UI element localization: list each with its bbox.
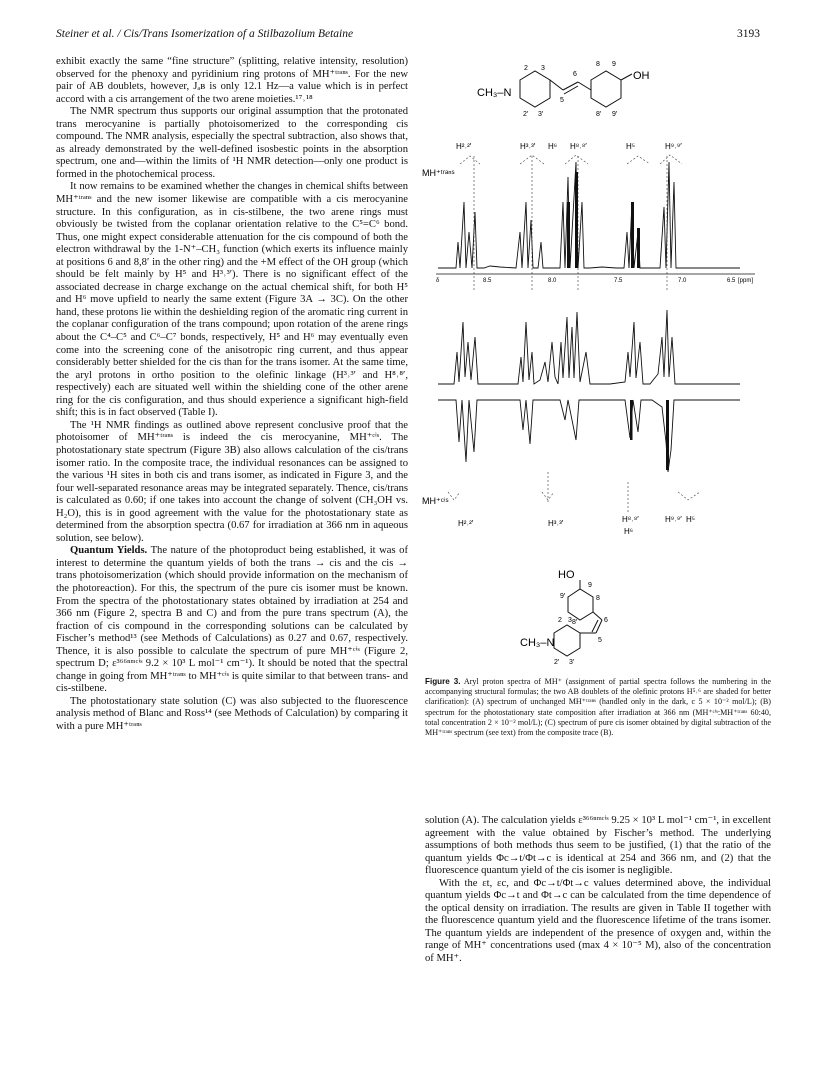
cis-num: 3 [568, 617, 572, 624]
paragraph-quantum-yields [56, 545, 408, 696]
spectrum-c-trace [438, 400, 740, 472]
trace-label-cis: MH⁺ᶜⁱˢ [422, 496, 449, 506]
trans-num: 2′ [523, 111, 529, 118]
cis-label-h33: H³˒³′ [548, 519, 564, 528]
page-number: 3193 [737, 28, 760, 40]
right-column [425, 815, 771, 966]
axis-tick-label: 7.5 [614, 278, 623, 284]
cis-shaded-peaks [630, 400, 669, 470]
paragraph: It now remains to be examined whether the changes in chemical shifts between MH⁺ᵗʳᵃⁿˢ and the new isomer likewise are compatible with a cis merocyanine structure. In this configuration, as in cis-stilbene, the two arene rings must obviously be twisted from the coplanar orientation relative to the C⁵=C⁶ bond. Thus, one might expect considerable attenuation for the cis compound of both the electron withdrawal by the 1-N⁺–CH₃ function (which exerts its influence mainly at positions 6 and 8,8′ in the other ring) and the +M effect of the OH group (which should be felt mainly by H⁵ and H³˒³′). There is no significant effect of the associated decrease in charge exchange on the actual chemical shift, for both H⁵ and H⁶ move upfield to nearly the same extent (Figure 3A → 3C). On the other hand, these protons lie within the deshielding region of the aromatic ring current in the coplanar configuration of the trans compound; upon rotation of the arene rings about the C⁴–C⁵ and C⁶–C⁷ bonds, respectively, H⁵ and H⁶ may eventually even come into the screening cone of the anisotropic ring current, and thus appear considerably better shielded for the cis than for the trans isomer. At the same time, the aryl protons in ortho position to the olefinic linkage (H³˒³′ and H⁸˒⁸′, respectively) each are situated well within the shielding cone of the other arene ring for the cis configuration, and thus should experience a significant high-field shift; this is in fact observed (Table I). [56, 181, 408, 419]
axis-unit: [ppm] [738, 278, 754, 284]
paragraph: The ¹H NMR findings as outlined above represent conclusive proof that the photoisomer of MH⁺ᵗʳᵃⁿˢ is indeed the cis merocyanine, MH⁺ᶜⁱˢ. The photostationary state spectrum (Figure 3B) also allows calculation of the cis/trans isomer ratio. In the composite trace, the individual resonances can be assigned to the various ¹H sites in both cis and trans isomer, as indicated in Figure 3, and the four well-separated resonance areas may be integrated separately. Thence, cis/trans is calculated as 0.60; if one takes into account the change of solvent (CH₃OH vs. H₂O), this is in good agreement with the value for the photostationary state as determined from the absorption spectra (0.67 for irradiation at 366 nm in aqueous solution, see below). [56, 419, 408, 544]
cis-num: 2 [558, 617, 562, 624]
trans-oh: OH [633, 70, 650, 82]
axis-tick-label: 8.0 [548, 278, 557, 284]
axis-tick-label: 6.5 [727, 278, 736, 284]
cis-num: 8′ [572, 619, 578, 626]
paragraph: The photostationary state solution (C) was also subjected to the fluorescence analysis method of Blanc and Ross¹⁴ (see Methods of Calculation) by comparing it with a pure MH⁺ᵗʳᵃⁿˢ [56, 695, 408, 732]
cis-assignment-markers [448, 472, 700, 512]
spectrum-b-trace [438, 310, 740, 384]
peak-label-h22: H²˒²′ [456, 142, 472, 151]
paragraph: solution (A). The calculation yields ε³⁶⁶ⁿᵐᶜⁱˢ 9.25 × 10³ L mol⁻¹ cm⁻¹, in excellent agreement with the value obtained by Fischer’s method. The underlying assumptions of both methods thus seem to be justified, (1) that the ratio of the quantum yields Φc→t/Φt→c is identical at 254 and 366 nm, and (2) that the fluorescence quantum yield of the cis isomer is negligible. [425, 815, 771, 877]
trans-num: 3′ [538, 111, 544, 118]
trans-num: 8 [596, 61, 600, 68]
spectrum-a-trace [438, 162, 740, 268]
peak-label-h99: H⁹˒⁹′ [665, 142, 682, 151]
trans-num: 2 [524, 65, 528, 72]
trans-num: 9′ [612, 111, 618, 118]
peak-label-h5: H⁵ [626, 142, 636, 151]
cis-num: 3′ [569, 659, 575, 666]
shaded-olefinic-peaks [567, 172, 640, 268]
running-title: Steiner et al. / Cis/Trans Isomerization of a Stilbazolium Betaine [56, 28, 354, 40]
cis-ch3n: CH₃–N [520, 637, 555, 649]
axis-tick-label: 7.0 [678, 278, 687, 284]
figure-3 [420, 52, 780, 672]
peak-label-h6: H⁶ [548, 142, 558, 151]
peak-label-h88: H⁸˒⁸′ [570, 142, 587, 151]
cis-label-h5: H⁵ [686, 515, 696, 524]
cis-ho: HO [558, 569, 575, 581]
cis-num: 9′ [560, 593, 566, 600]
axis-tick-label: 8.5 [483, 278, 492, 284]
trace-label-trans: MH⁺ᵗʳᵃⁿˢ [422, 168, 455, 178]
cis-label-h99: H⁹˒⁹′ [665, 515, 682, 524]
cis-num: 2′ [554, 659, 560, 666]
cis-num: 9 [588, 582, 592, 589]
cis-label-h6: H⁶ [624, 527, 634, 536]
axis-delta: δ [436, 278, 440, 284]
trans-ch3n: CH₃–N [477, 87, 512, 99]
left-column [56, 56, 408, 734]
figure-caption [425, 677, 771, 738]
cis-label-h88: H⁸˒⁸′ [622, 515, 639, 524]
assignment-markers [460, 155, 682, 290]
paragraph: The NMR spectrum thus supports our original assumption that the protonated trans merocyanine is partially photoisomerized to the corresponding cis compound. The NMR analysis, especially the spectral subtraction, also shows that, as already demonstrated by the well-defined isosbestic points in the absorption spectrum, one and—within the limits of ¹H NMR detection—only one product is formed in the photochemical process. [56, 106, 408, 180]
cis-num: 5 [598, 637, 602, 644]
cis-label-h22: H²˒²′ [458, 519, 474, 528]
cis-num: 6 [604, 617, 608, 624]
trans-num: 3 [541, 65, 545, 72]
trans-num: 8′ [596, 111, 602, 118]
section-run-in-title: Quantum Yields. [70, 545, 148, 557]
caption-label: Figure 3. [425, 677, 461, 686]
paragraph-text: The nature of the photoproduct being established, it was of interest to determine the quantum yields of both the trans → cis and the cis → trans photoisomerization (which should provide information on the mechanism of the photoreaction). For this, the spectrum of the pure cis isomer must be known. From the spectra of the photostationary states obtained by irradiation at 254 and 366 nm (Figure 2, spectra B and C) and from the pure trans spectrum (A), the fraction of cis compound in the corresponding solutions can be calculated by Fischer’s method¹³ (see Methods of Calculations) as 0.27 and 0.67, respectively. Thence, it is also possible to calculate the spectrum of pure MH⁺ᶜⁱˢ (Figure 2, spectrum D; ε³⁶⁶ⁿᵐᶜⁱˢ 9.2 × 10³ L mol⁻¹ cm⁻¹). It should be noted that the spectral change in going from MH⁺ᵗʳᵃⁿˢ to MH⁺ᶜⁱˢ is quite similar to that between trans- and cis-stilbene. [56, 545, 408, 695]
paragraph: With the εt, εc, and Φc→t/Φt→c values determined above, the individual quantum yields Φc→t and Φt→c can be calculated from the time dependence of the optical density on irradiation. The results are given in Table II together with the fluorescence quantum yield and the fluorescence lifetime of the trans isomer. The quantum yields are independent of the presence of oxygen and, within the range of MH⁺ concentrations used (max 4 × 10⁻⁵ M), also of the concentration of MH⁺. [425, 877, 771, 965]
trans-num: 5 [560, 97, 564, 104]
trans-num: 9 [612, 61, 616, 68]
cis-num: 8 [596, 595, 600, 602]
paragraph: exhibit exactly the same “fine structure” (splitting, relative intensity, resolution) observed for the phenoxy and pyridinium ring protons of MH⁺ᵗʳᵃⁿˢ. For the new pair of AB doublets, however, Jₐʙ is only 12.1 Hz—a value which is in perfect accord with a cis arrangement of the two arene moieties.¹⁷˒¹⁸ [56, 56, 408, 105]
trans-num: 6 [573, 71, 577, 78]
caption-text: Aryl proton spectra of MH⁺ (assignment of partial spectra follows the numbering in the accompanying structural formulas; the two AB doublets of the olefinic protons H⁵˒⁶ are shaded for better clarification): (A) spectrum of unchanged MH⁺ᵗʳᵃⁿˢ (handled only in the dark, c 5 × 10⁻² mol/L); (B) spectrum for the photostationary state composition after irradiation at 366 nm (MH⁺ᶜⁱˢ:MH⁺ᵗʳᵃⁿˢ 60:40, total concentration 2 × 10⁻² mol/L); (C) spectrum of pure cis isomer obtained by digital subtraction of the MH⁺ᵗʳᵃⁿˢ spectrum (see text) from the composite trace (B). [425, 677, 772, 738]
peak-label-h33: H³˒³′ [520, 142, 536, 151]
